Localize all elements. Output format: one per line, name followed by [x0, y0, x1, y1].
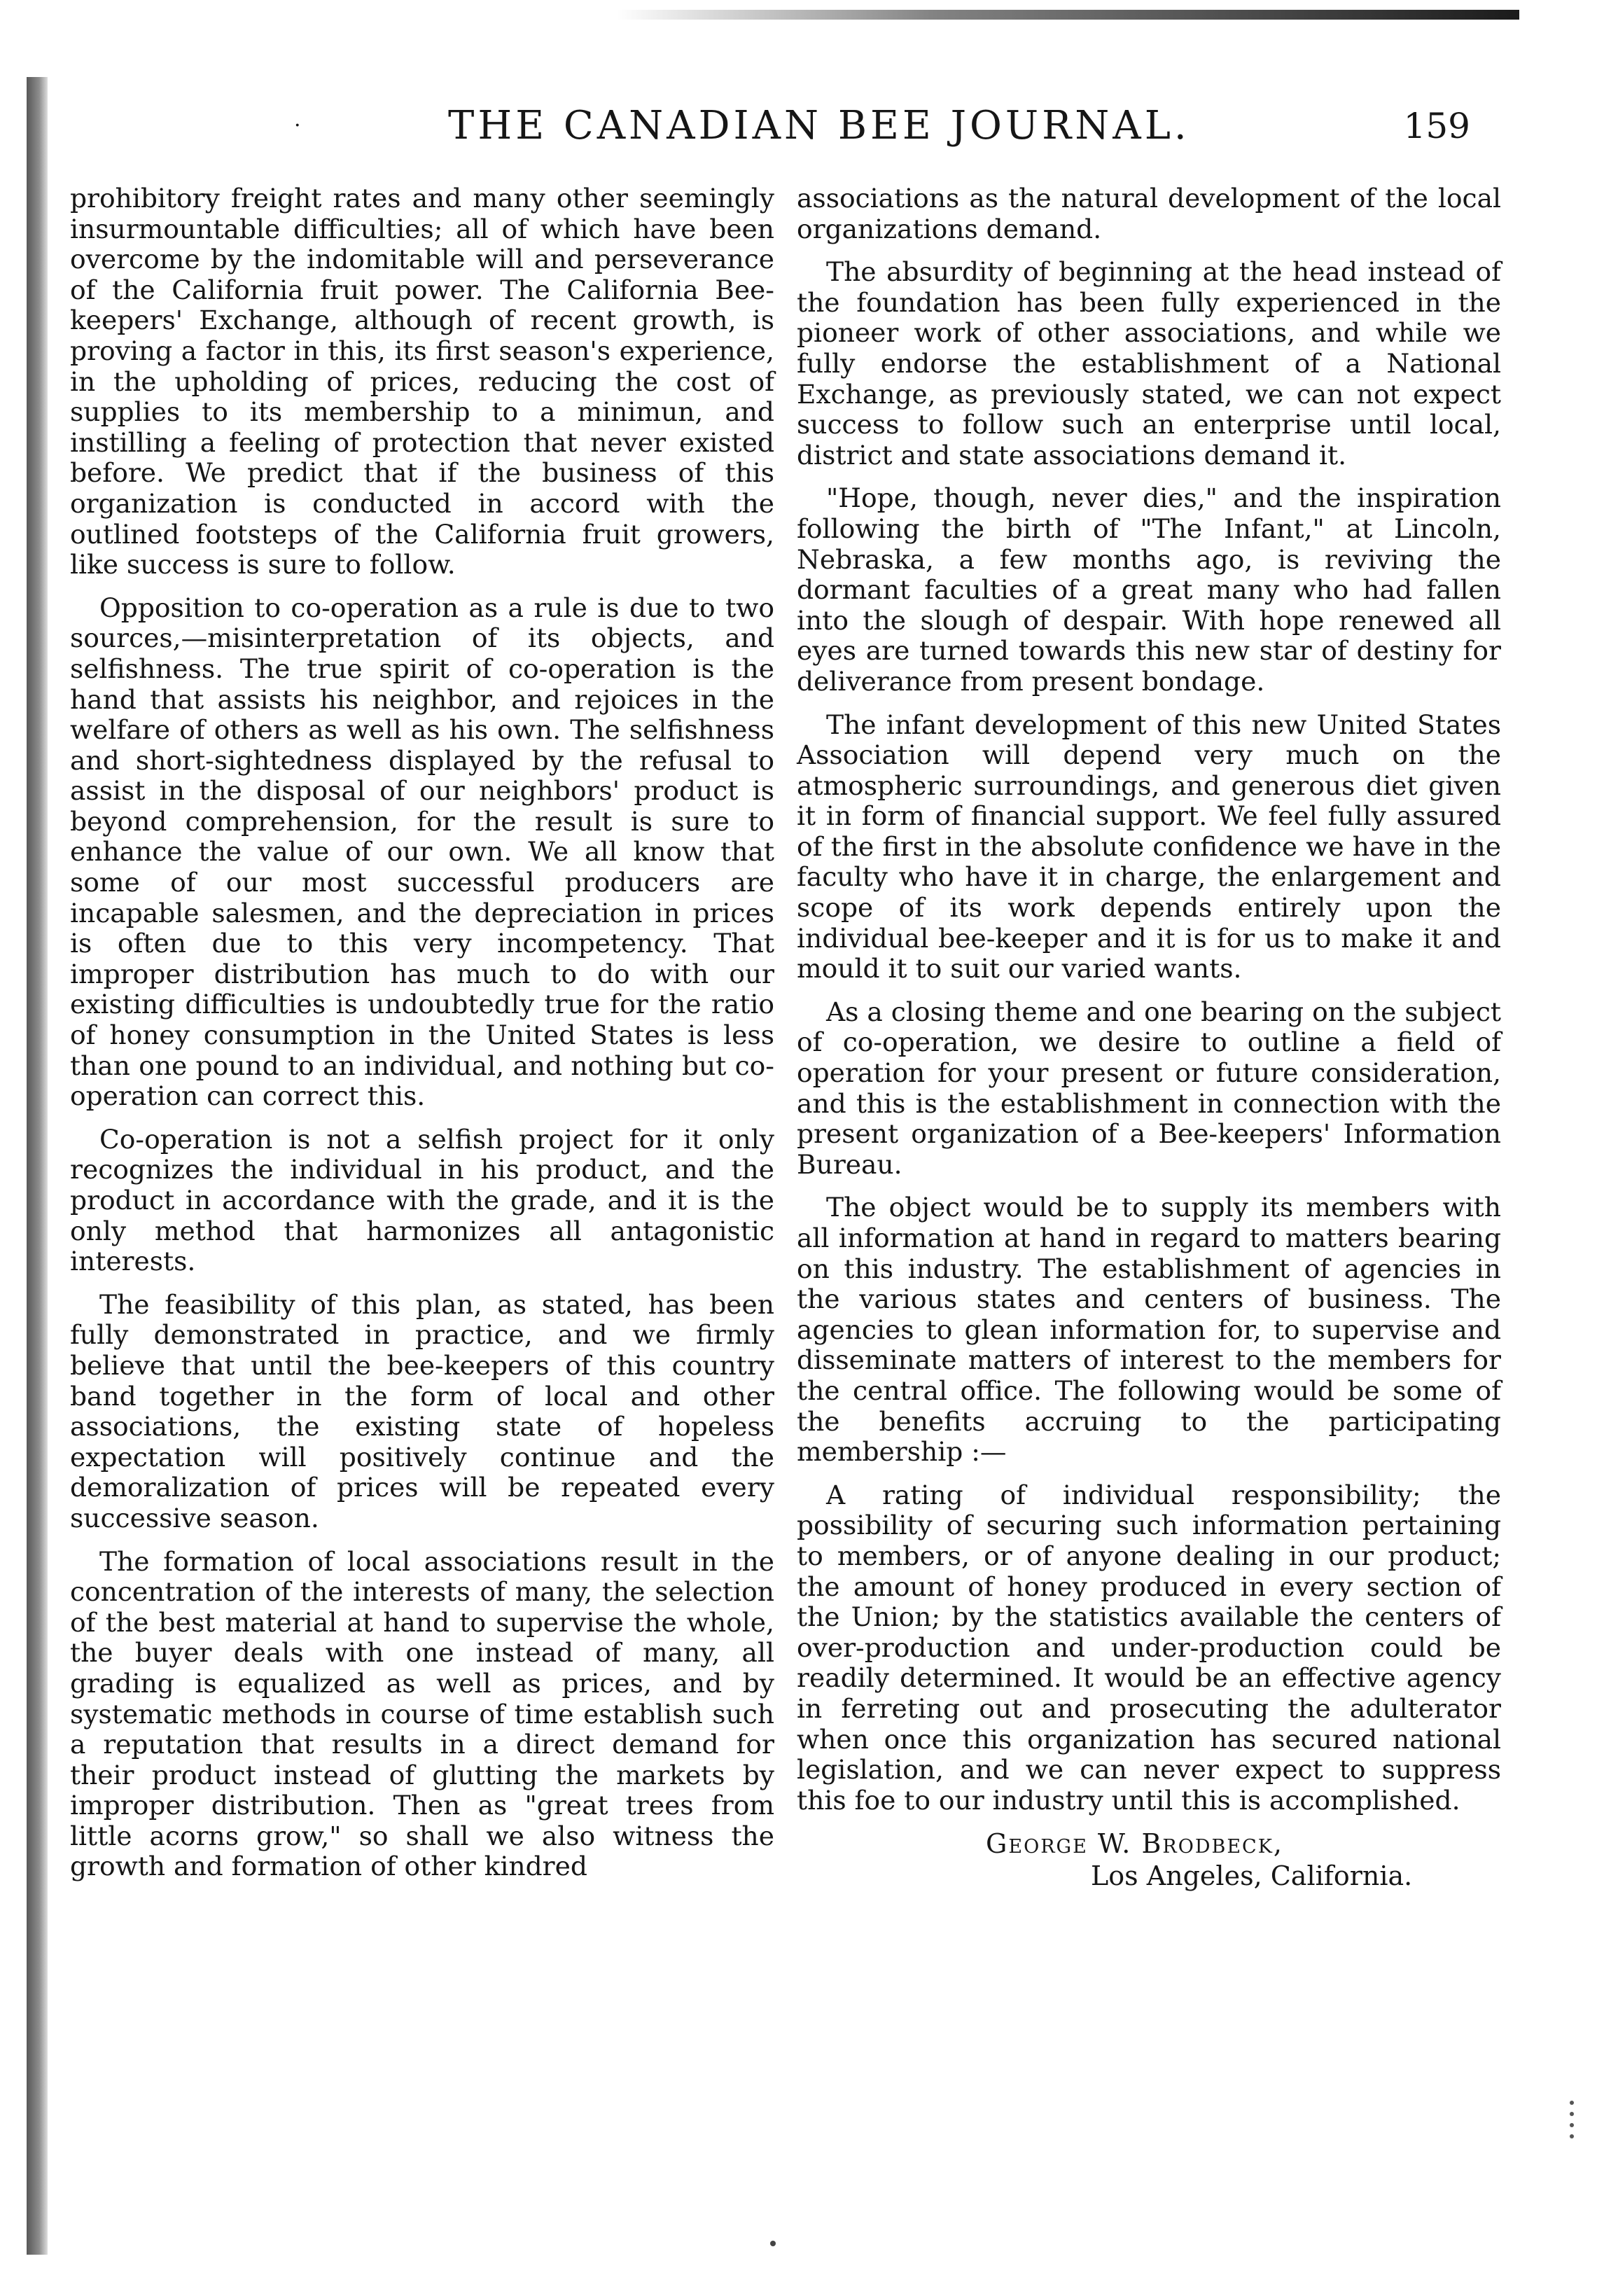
- author-location: Los Angeles, California.: [1091, 1860, 1413, 1891]
- journal-title: THE CANADIAN BEE JOURNAL.: [448, 103, 1190, 148]
- paragraph: The formation of local associations result in the concentration of the interests of many, the selection of the best material at hand to supervise the whole, the buyer deals with one instead of many, all grading is equalized as well as prices, and by systematic methods in course of time establish such a reputation that results in a direct demand for their product instead of glutting the markets by improper distribution. Then as "great trees from little acorns grow," so shall we also witness the growth and formation of other kindred: [70, 1545, 774, 1882]
- paragraph: Opposition to co-operation as a rule is due to two sources,—misinterpretation of its objects, and selfishness. The true spirit of co-operation is the hand that assists his neighbor, and rejoices in the welfare of others as well as his own. The selfishness and short-sightedness displayed by the refusal to assist in the disposal of our neighbors' product is beyond comprehension, for the result is sure to enhance the value of our own. We all know that some of our most successful producers are incapable salesmen, and the depreciation in prices is often due to this very incompetency. That improper distribution has much to do with our existing difficulties is undoubtedly true for the ratio of honey consumption in the United States is less than one pound to an individual, and nothing but co-operation can correct this.: [70, 592, 774, 1112]
- speck: [1570, 2112, 1574, 2116]
- paragraph: The absurdity of beginning at the head instead of the foundation has been fully experienced in the pioneer work of other associations, and while we fully endorse the establishment of a National Exchange, as previously stated, we can not expect success to follow such an enterprise until local, district and state associations demand it.: [797, 256, 1501, 471]
- top-border-rule: [616, 10, 1519, 20]
- author-name: George W. Brodbeck,: [986, 1828, 1283, 1860]
- paragraph: A rating of individual responsibility; the possibility of securing such information pertaining to members, or of anyone dealing in our product; the amount of honey produced in every section of the Union; by the statistics available the centers of over-production and under-production could be readily determined. It would be an effective agency in ferreting out and prosecuting the adulterator when once this organization has secured national legislation, and we can never expect to suppress this foe to our industry until this is accomplished.: [797, 1479, 1501, 1816]
- speck: [1570, 2134, 1574, 2138]
- paragraph: prohibitory freight rates and many other seemingly insurmountable difficulties; all of which have been overcome by the indomitable will and perseverance of the California fruit power. The California Bee-keepers' Exchange, although of recent growth, is proving a factor in this, its first season's experience, in the upholding of prices, reducing the cost of supplies to its membership to a minimun, and instilling a feeling of protection that never existed before. We predict that if the business of this organization is conducted in accord with the outlined footsteps of the California fruit growers, like success is sure to follow.: [70, 183, 774, 580]
- header-ornament-dot: ·: [294, 113, 301, 138]
- paragraph: The feasibility of this plan, as stated, has been fully demonstrated in practice, and we firmly believe that until the bee-keepers of this country band together in the form of local and other associations, the existing state of hopeless expectation will positively continue and the demoralization of prices will be repeated every successive season.: [70, 1288, 774, 1533]
- right-column: [797, 183, 1501, 1892]
- paragraph: associations as the natural development of the local organizations demand.: [797, 183, 1501, 244]
- paragraph: Co-operation is not a selfish project for it only recognizes the individual in his product, and the product in accordance with the grade, and it is the only method that harmonizes all antagonistic interests.: [70, 1123, 774, 1277]
- paragraph: The object would be to supply its members with all information at hand in regard to matters bearing on this industry. The establishment of agencies in the various states and centers of business. The agencies to glean information for, to supervise and disseminate matters of interest to the members for the central office. The following would be some of the benefits accruing to the participating membership :—: [797, 1192, 1501, 1468]
- margin-specks: [1560, 2094, 1588, 2178]
- paragraph: "Hope, though, never dies," and the inspiration following the birth of "The Infant," at Lincoln, Nebraska, a few months ago, is reviving the dormant faculties of a great many who had fallen into the slough of despair. With hope renewed all eyes are turned towards this new star of destiny for deliverance from present bondage.: [797, 482, 1501, 697]
- page-number: 159: [1403, 106, 1470, 146]
- page-header: [140, 98, 1470, 154]
- speck: [1570, 2123, 1574, 2127]
- author-signature: [797, 1828, 1501, 1892]
- paragraph: The infant development of this new United States Association will depend very much on the atmospheric surroundings, and generous diet given it in form of financial support. We feel fully assured of the first in the absolute confidence we have in the faculty who have it in charge, the enlargement and scope of its work depends entirely upon the individual bee-keeper and it is for us to make it and mould it to suit our varied wants.: [797, 709, 1501, 985]
- paragraph: As a closing theme and one bearing on the subject of co-operation, we desire to outline a field of operation for your present or future consideration, and this is the establishment in connection with the present organization of a Bee-keepers' Information Bureau.: [797, 996, 1501, 1180]
- left-column: [70, 183, 774, 1895]
- speck: [1570, 2101, 1574, 2105]
- bottom-speck: [770, 2241, 776, 2246]
- page-binding-edge: [27, 77, 48, 2255]
